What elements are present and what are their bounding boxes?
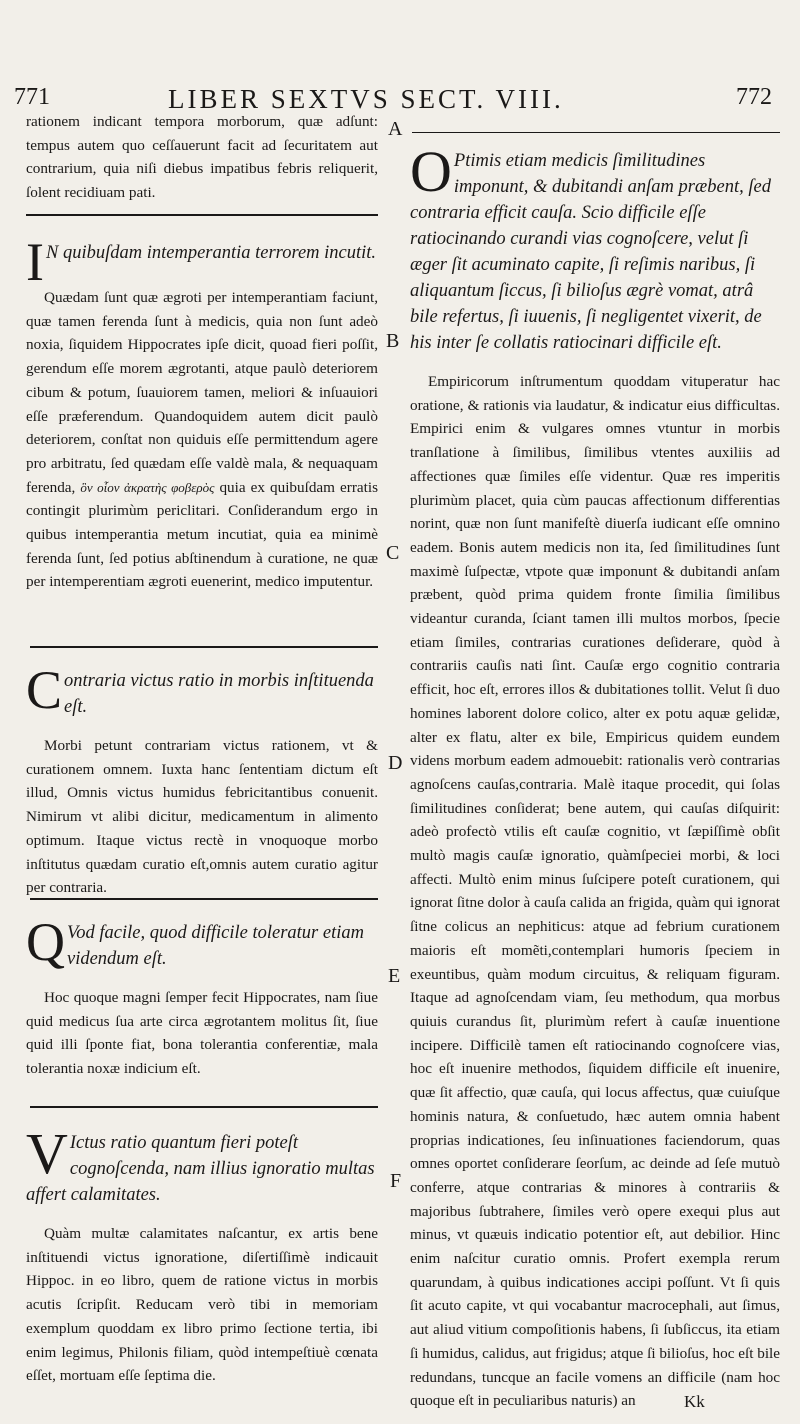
- section-similitudines: [410, 139, 780, 1413]
- page-number-left: 771: [14, 84, 50, 110]
- drop-cap-initial: Q: [26, 912, 65, 972]
- body-text-part-b: quia ex quibuſdam erratis contingit plurimùm periclitari. Conſiderandum ergo in quibus intemperantia metum incutiat, quia ea minimè ferenda ſunt, ſed potius abſtinendum à curatione, ne quæ per intemperentiam ægroti euenerint, medico imputentur.: [26, 478, 378, 591]
- section-divider: [30, 1106, 378, 1108]
- drop-cap-initial: V: [26, 1121, 68, 1186]
- section-heading: [26, 912, 378, 972]
- section-title: N quibuſdam intemperantia terrorem incutit.: [45, 243, 377, 263]
- section-body: Empiricorum inſtrumentum quoddam vituperatur hac oratione, & rationis via laudatur, & indicatur eius difficultas. Empirici enim & vulgares omnes vtuntur in morbis tranſlatione à ſimilibus, ſimilibus vtentes auxiliis ad affectiones quæ ſimiles eſſe videntur. Quæ res imperitis plurimùm placet, quia cùm paucas affectionum differentias norint, quæ non ſunt manifeſtè diuerſa iudicant eſſe omnino eadem. Bonis autem medicis non ita, ſed ſimilitudines ſunt maximè ſuſpectæ, vtpote quæ imponunt & dubitandi anſam præbent, quòd prima quidem fronte ſimilia ſimilibus videantur curanda, ſciant tamen illi multos morbos, ſpecie etiam ſimiles, contrarias curationes deſiderare, quòd à contrariis cauſis nati ſint. Cauſæ ergo cognitio contraria efficit, hoc eſt, errores illos & dubitationes tollit. Velut ſi duo homines laborent dolore colico, alter ex potu aquæ gelidæ, alter ex flatu, alter ex bile, Empiricus quidem eundem videns morbum eadem admouebit: rationalis verò contrarias agnoſcens cauſas,contraria. Malè itaque procedit, qui ſolas ſimilitudines conſiderat; bene autem, qui cauſas diſquirit: adeò profectò vtilis eſt cauſæ cognitio, vt ſæpiſſimè obſit multò magis cauſæ ignoratio, quàmſpeciei morbi, & loci affecti. Multò enim minus ſuſcipere poteſt curationem, qui ignorat ſitne dolor à cauſa calida an frigida, quàm qui ignorat ſitne colicus an nephiticus: atque ad febrium curationem maioris eſt momẽti,contemplari humoris ſpeciem in exeuntibus, quàm modum circuitus, & reliquam figuram. Itaque ad agnoſcendam viam, ſeu methodum, qua morbus quiuis curandus ſit, plurimùm refert à cauſæ inuentione incipere. Difficilè tamen eſt ratiocinando cognoſcere vias, hoc eſt inuenire methodos, ſiquidem difficile eſt inuenire, quæ ſit affectio, quæ cauſa, qui locus affectus, quæ cuiuſque hominis natura, & conſuetudo, hæc autem omnia habent proprias indicationes, ſeu inſinuationes faciendorum, quas omnes oportet conſiderare ſeorſum, ac deinde ad ſeſe mutuò conferre, atque contrarias & minores à contrariis & majoribus ſubtrahere, ſimiles verò opere exequi plus aut minus, vt quæuis indicatio potentior eſt, aut debilior. Hinc enim naſcitur curatio omnis. Profert exempla rerum quarundam, à quibus indicationes accipi poſſunt. Vt ſi quis ſit acuto capite, vt qui vocabantur macrocephali, aut ſimus, aut aliud vitium compoſitionis habens, ſi ſubſiccus, ita etiam ſi humidus, calidus, aut frigidus; atque ſi bilioſus, hoc eſt bile redundans, tuncque an facile vomens an difficile (nam hoc quoque eſt in peculiaribus naturis) an: [410, 373, 780, 1410]
- margin-letter-a: A: [388, 118, 403, 140]
- page-number-right: 772: [736, 84, 772, 110]
- section-heading: [26, 1121, 378, 1208]
- running-title: LIBER SEXTVS SECT. VIII.: [168, 84, 564, 114]
- section-contraria-victus: [26, 660, 378, 900]
- left-intro-block: [26, 110, 378, 205]
- section-body: Quàm multæ calamitates naſcantur, ex artis bene inſtituendi victus ignoratione, diſertiſſimè indicauit Hippoc. in eo libro, quem de ratione victus in morbis acutis ſcripſit. Reducam verò tibi in memoriam exemplum quoddam ex libro primo ſectione tertia, ibi enim legimus, Philonis filiam, quòd intempeſtiuè cœnata eſſet, mortuam eſſe ſeptima die.: [26, 1225, 378, 1385]
- section-heading: [26, 232, 378, 292]
- drop-cap-initial: C: [26, 660, 63, 720]
- margin-letter-b: B: [386, 330, 400, 352]
- section-divider: [30, 646, 378, 648]
- section-divider: [30, 898, 378, 900]
- section-title: Vod facile, quod difficile toleratur etiam videndum eſt.: [67, 923, 364, 969]
- section-divider: [26, 214, 378, 216]
- margin-letter-d: D: [388, 752, 403, 774]
- signature-mark: Kk: [684, 1392, 705, 1411]
- section-intemperantia: [26, 232, 378, 594]
- section-divider: [412, 132, 780, 133]
- section-title: ontraria victus ratio in morbis inſtituenda eſt.: [64, 671, 374, 717]
- margin-letter-e: E: [388, 965, 401, 987]
- section-heading: [26, 660, 378, 720]
- section-victus-ratio: [26, 1121, 378, 1388]
- section-body: Morbi petunt contrariam victus rationem, vt & curationem omnem. Iuxta hanc ſententiam dictum eſt illud, Omnis victus humidus febricitantibus conuenit. Nimirum vt alibi dicitur, medicamentum in alimento optimum. Itaque victus rectè in vnoquoque morbo inſtitutus quædam curatio eſt,omnis autem curatio agitur per contraria.: [26, 737, 378, 897]
- drop-cap-initial: O: [410, 139, 452, 204]
- margin-letter-c: C: [386, 542, 400, 564]
- drop-cap-initial: I: [26, 232, 44, 292]
- section-title: Ictus ratio quantum fieri poteſt cognoſcenda, nam illius ignoratio multas affert calamitates.: [26, 1133, 375, 1205]
- section-title: Ptimis etiam medicis ſimilitudines imponunt, & dubitandi anſam præbent, ſed contraria efficit cauſa. Scio difficile eſſe ratiocinando curandi vias cognoſcere, velut ſi æger ſit acuminato capite, ſi reſimis naribus, ſi aliquantum ſiccus, ſi bilioſus ægrè vomat, atrâ bile refertus, ſi iuuenis, ſi negligentet vixerit, de his inter ſe collatis ratiocinari difficile eſt.: [410, 151, 771, 353]
- greek-quotation: ὃν οἷον ἀκρατὴς φοβερὸς: [80, 479, 215, 495]
- body-text-part-a: Quædam ſunt quæ ægroti per intemperantiam faciunt, quæ tamen ferenda ſunt à medicis, quia non ſunt adeò noxia, ſiquidem Hippocrates ipſe dicit, quoad fieri poſſit, gerendum eſſe morem ægrotanti, atque paulò deteriorem cibum & potum, ſuauiorem tamen, meliori & inſuauiori eſſe præferendum. Quandoquidem autem dicit paulò deteriorem, conſtat non quiduis eſſe permittendum agere pro arbitratu, ſed quædam eſſe valdè mala, & nequaquam ferenda,: [26, 289, 378, 496]
- section-heading: [410, 139, 780, 356]
- section-body: [26, 286, 378, 594]
- margin-letter-f: F: [390, 1170, 402, 1192]
- section-tolerantia: [26, 912, 378, 1081]
- section-body: Hoc quoque magni ſemper fecit Hippocrates, nam ſiue quid medicus ſua arte circa ægrotantem molitus ſit, ſiue quid illi ſponte fiat, bona tolerantia conferentiæ, mala tolerantia noxæ indicium eſt.: [26, 989, 378, 1078]
- left-intro-text: rationem indicant tempora morborum, quæ adſunt: tempus autem quo ceſſauerunt facit ad ſecuritatem aut contrarium, quia niſi diebus impatibus febris reliquerit, ſolent recidiuam pati.: [26, 113, 378, 202]
